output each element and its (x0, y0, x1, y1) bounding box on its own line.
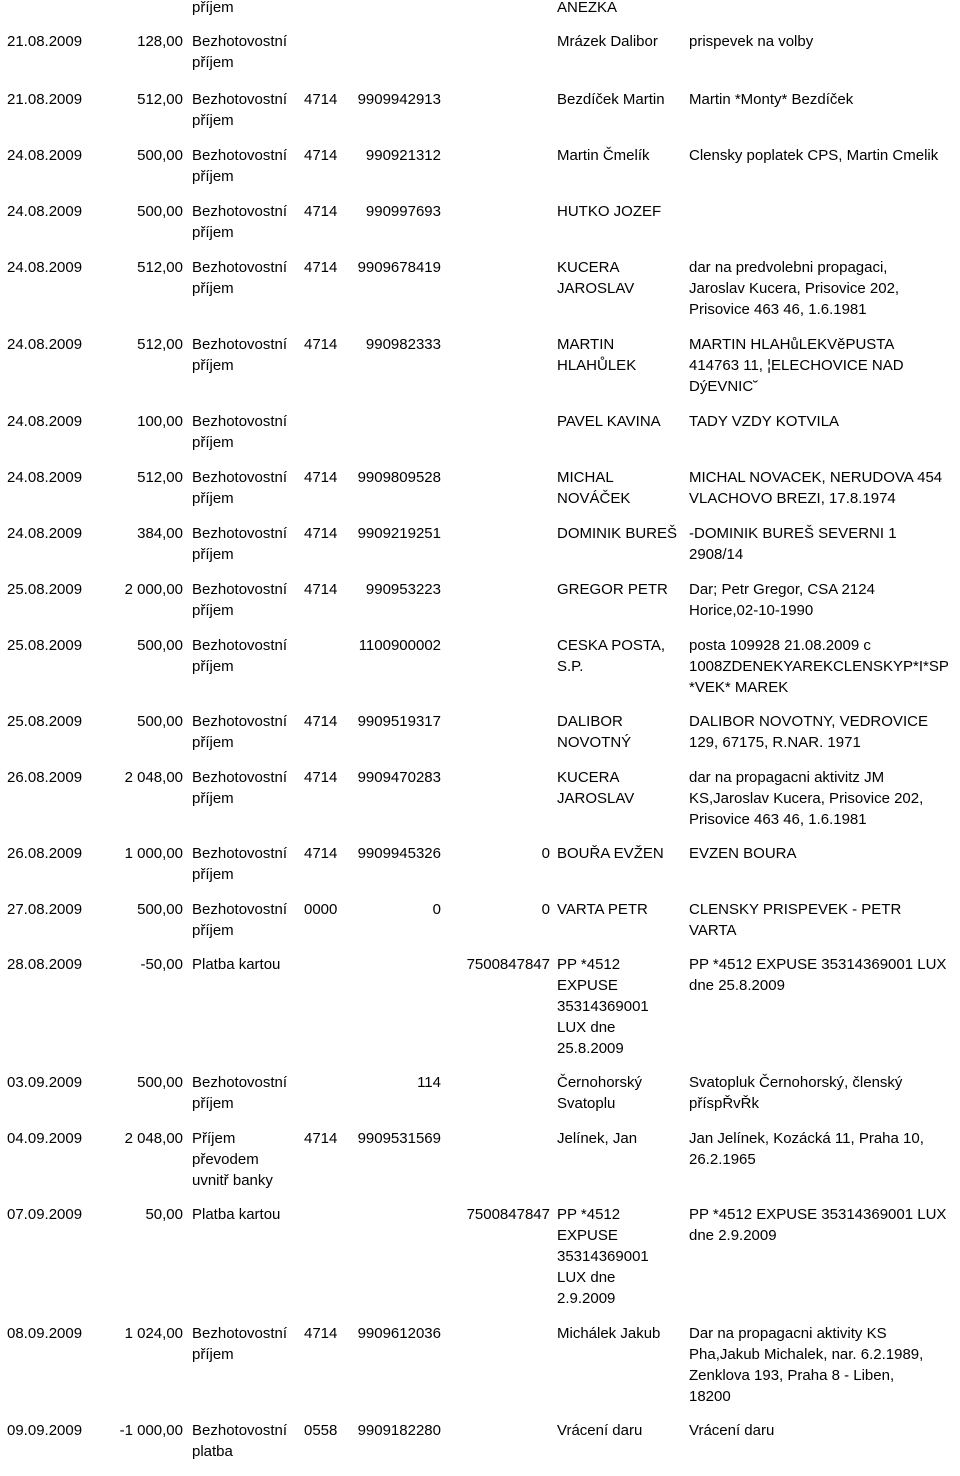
cell-message: -DOMINIK BUREŠ SEVERNI 1 2908/14 (689, 525, 897, 563)
cell-counterparty: ANEZKA (557, 0, 618, 16)
cell-message: DALIBOR NOVOTNY, VEDROVICE 129, 67175, R.NAR. 1971 (689, 713, 928, 751)
table-row (0, 579, 960, 635)
cell-amount: 500,00 (137, 901, 183, 918)
cell-counterparty: Mrázek Dalibor (557, 33, 658, 50)
cell-counterparty: MARTIN HLAHŮLEK (557, 336, 637, 374)
cell-payment-type: příjem (192, 0, 234, 16)
cell-counterparty: KUCERA JAROSLAV (557, 259, 635, 297)
table-row (0, 201, 960, 257)
cell-amount: 512,00 (137, 91, 183, 108)
cell-date: 25.08.2009 (7, 713, 83, 730)
cell-date: 24.08.2009 (7, 147, 83, 164)
cell-message: Vrácení daru (689, 1422, 775, 1439)
cell-payment-type: Bezhotovostní příjem (192, 469, 288, 507)
cell-date: 24.08.2009 (7, 413, 83, 430)
cell-payment-type: Bezhotovostní příjem (192, 1074, 288, 1112)
cell-counterparty: Černohorský Svatoplu (557, 1074, 643, 1112)
cell-message: EVZEN BOURA (689, 845, 797, 862)
table-row (0, 411, 960, 467)
cell-payment-type: Bezhotovostní příjem (192, 581, 288, 619)
cell-account: 9909942913 (357, 91, 441, 108)
table-row (0, 635, 960, 711)
cell-constant-symbol: 4714 (304, 1130, 338, 1147)
cell-date: 03.09.2009 (7, 1074, 83, 1091)
cell-counterparty: PP *4512 EXPUSE 35314369001 LUX dne 2.9.2009 (557, 1206, 649, 1307)
cell-account: 9909678419 (357, 259, 441, 276)
cell-counterparty: DALIBOR NOVOTNÝ (557, 713, 632, 751)
cell-payment-type: Bezhotovostní příjem (192, 901, 288, 939)
cell-account: 9909182280 (357, 1422, 441, 1439)
cell-message: MICHAL NOVACEK, NERUDOVA 454 VLACHOVO BREZI, 17.8.1974 (689, 469, 943, 507)
cell-payment-type: Bezhotovostní příjem (192, 203, 288, 241)
cell-account: 990921312 (365, 147, 441, 164)
cell-payment-type: Bezhotovostní příjem (192, 336, 288, 374)
table-row (0, 711, 960, 767)
cell-payment-type: Bezhotovostní příjem (192, 1325, 288, 1363)
cell-message: PP *4512 EXPUSE 35314369001 LUX dne 2.9.2009 (689, 1206, 947, 1244)
cell-date: 25.08.2009 (7, 581, 83, 598)
cell-date: 24.08.2009 (7, 336, 83, 353)
cell-message: dar na propagacni aktivitz JM KS,Jaroslav Kucera, Prisovice 202, Prisovice 463 46, 1.6.1981 (689, 769, 924, 828)
cell-amount: 500,00 (137, 637, 183, 654)
cell-counterparty: HUTKO JOZEF (557, 203, 662, 220)
cell-date: 08.09.2009 (7, 1325, 83, 1342)
cell-counterparty: Michálek Jakub (557, 1325, 661, 1342)
cell-account: 990953223 (365, 581, 441, 598)
table-row (0, 899, 960, 954)
cell-counterparty: Vrácení daru (557, 1422, 643, 1439)
cell-amount: -50,00 (140, 956, 183, 973)
cell-counterparty: CESKA POSTA, S.P. (557, 637, 666, 675)
table-row (0, 1420, 960, 1476)
cell-amount: 100,00 (137, 413, 183, 430)
table-row (0, 843, 960, 899)
table-row (0, 145, 960, 201)
cell-amount: 500,00 (137, 203, 183, 220)
table-row (0, 31, 960, 89)
cell-bank-code: 0 (541, 901, 550, 918)
cell-account: 9909519317 (357, 713, 441, 730)
cell-message: MARTIN HLAHůLEKVěPUSTA 414763 11, ¦ELECHOVICE NAD DýEVNIC˘ (689, 336, 904, 395)
cell-message: prispevek na volby (689, 33, 814, 50)
cell-amount: 1 024,00 (124, 1325, 183, 1342)
cell-date: 27.08.2009 (7, 901, 83, 918)
cell-amount: 512,00 (137, 469, 183, 486)
cell-counterparty: BOUŘA EVŽEN (557, 845, 664, 862)
cell-bank-code: 7500847847 (466, 1206, 550, 1223)
cell-amount: 128,00 (137, 33, 183, 50)
cell-constant-symbol: 4714 (304, 845, 338, 862)
cell-account: 1100900002 (358, 637, 441, 654)
cell-amount: -1 000,00 (119, 1422, 183, 1439)
table-row (0, 523, 960, 579)
cell-account: 9909470283 (357, 769, 441, 786)
cell-payment-type: Platba kartou (192, 1206, 281, 1223)
cell-counterparty: PAVEL KAVINA (557, 413, 661, 430)
table-row (0, 89, 960, 145)
cell-constant-symbol: 4714 (304, 259, 338, 276)
cell-payment-type: Bezhotovostní příjem (192, 713, 288, 751)
cell-constant-symbol: 4714 (304, 91, 338, 108)
table-row (0, 257, 960, 334)
table-row (0, 1128, 960, 1204)
cell-payment-type: Bezhotovostní příjem (192, 769, 288, 807)
cell-amount: 50,00 (145, 1206, 183, 1223)
cell-amount: 512,00 (137, 336, 183, 353)
cell-payment-type: Bezhotovostní příjem (192, 33, 288, 71)
cell-account: 9909612036 (357, 1325, 441, 1342)
cell-message: PP *4512 EXPUSE 35314369001 LUX dne 25.8.2009 (689, 956, 947, 994)
cell-payment-type: Bezhotovostní platba (192, 1422, 288, 1460)
cell-payment-type: Bezhotovostní příjem (192, 413, 288, 451)
cell-date: 26.08.2009 (7, 845, 83, 862)
cell-message: Clensky poplatek CPS, Martin Cmelik (689, 147, 939, 164)
cell-date: 04.09.2009 (7, 1130, 83, 1147)
cell-payment-type: Bezhotovostní příjem (192, 525, 288, 563)
cell-date: 21.08.2009 (7, 33, 83, 50)
cell-message: CLENSKY PRISPEVEK - PETR VARTA (689, 901, 902, 939)
table-row (0, 954, 960, 1072)
cell-date: 24.08.2009 (7, 469, 83, 486)
cell-counterparty: Jelínek, Jan (557, 1130, 638, 1147)
cell-message: TADY VZDY KOTVILA (689, 413, 840, 430)
table-row (0, 1323, 960, 1420)
cell-amount: 512,00 (137, 259, 183, 276)
cell-bank-code: 7500847847 (466, 956, 550, 973)
table-row (0, 467, 960, 523)
cell-payment-type: Bezhotovostní příjem (192, 637, 288, 675)
cell-date: 26.08.2009 (7, 769, 83, 786)
cell-date: 25.08.2009 (7, 637, 83, 654)
cell-counterparty: KUCERA JAROSLAV (557, 769, 635, 807)
cell-payment-type: Platba kartou (192, 956, 281, 973)
cell-payment-type: Bezhotovostní příjem (192, 845, 288, 883)
cell-date: 28.08.2009 (7, 956, 83, 973)
table-row (0, 767, 960, 843)
cell-account: 114 (417, 1074, 441, 1091)
cell-constant-symbol: 4714 (304, 769, 338, 786)
cell-constant-symbol: 0558 (304, 1422, 338, 1439)
cell-date: 09.09.2009 (7, 1422, 83, 1439)
cell-account: 9909809528 (357, 469, 441, 486)
cell-constant-symbol: 0000 (304, 901, 338, 918)
cell-constant-symbol: 4714 (304, 525, 338, 542)
cell-message: Svatopluk Černohorský, členský příspŘvŘk (689, 1074, 903, 1112)
cell-message: dar na predvolebni propagaci, Jaroslav Kucera, Prisovice 202, Prisovice 463 46, 1.6.1981 (689, 259, 900, 318)
cell-account: 990997693 (365, 203, 441, 220)
cell-amount: 2 048,00 (124, 769, 183, 786)
cell-payment-type: Bezhotovostní příjem (192, 147, 288, 185)
table-row (0, 1072, 960, 1128)
cell-amount: 1 000,00 (124, 845, 183, 862)
cell-amount: 500,00 (137, 1074, 183, 1091)
cell-counterparty: PP *4512 EXPUSE 35314369001 LUX dne 25.8.2009 (557, 956, 649, 1057)
table-row (0, 334, 960, 411)
cell-account: 9909531569 (357, 1130, 441, 1147)
cell-amount: 500,00 (137, 713, 183, 730)
cell-payment-type: Bezhotovostní příjem (192, 259, 288, 297)
cell-amount: 384,00 (137, 525, 183, 542)
cell-message: Dar na propagacni aktivity KS Pha,Jakub Michalek, nar. 6.2.1989, Zenklova 193, Praha 8 - Liben, 18200 (689, 1325, 924, 1405)
cell-date: 24.08.2009 (7, 203, 83, 220)
cell-message: Jan Jelínek, Kozácká 11, Praha 10, 26.2.1965 (689, 1130, 924, 1168)
cell-amount: 2 048,00 (124, 1130, 183, 1147)
table-row (0, 0, 960, 31)
cell-account: 990982333 (365, 336, 441, 353)
cell-counterparty: DOMINIK BUREŠ (557, 525, 678, 542)
cell-constant-symbol: 4714 (304, 713, 338, 730)
cell-message: Martin *Monty* Bezdíček (689, 91, 854, 108)
cell-counterparty: VARTA PETR (557, 901, 648, 918)
cell-constant-symbol: 4714 (304, 203, 338, 220)
cell-account: 9909945326 (357, 845, 441, 862)
cell-counterparty: Martin Čmelík (557, 147, 650, 164)
table-row (0, 1204, 960, 1323)
cell-amount: 2 000,00 (124, 581, 183, 598)
cell-constant-symbol: 4714 (304, 336, 338, 353)
cell-date: 07.09.2009 (7, 1206, 83, 1223)
cell-account: 0 (432, 901, 441, 918)
cell-constant-symbol: 4714 (304, 1325, 338, 1342)
cell-bank-code: 0 (541, 845, 550, 862)
cell-amount: 500,00 (137, 147, 183, 164)
cell-payment-type: Příjem převodem uvnitř banky (192, 1130, 273, 1189)
cell-counterparty: GREGOR PETR (557, 581, 668, 598)
cell-constant-symbol: 4714 (304, 581, 338, 598)
cell-counterparty: MICHAL NOVÁČEK (557, 469, 631, 507)
cell-message: Dar; Petr Gregor, CSA 2124 Horice,02-10-1990 (689, 581, 875, 619)
cell-account: 9909219251 (357, 525, 441, 542)
cell-message: posta 109928 21.08.2009 c 1008ZDENEKYAREKCLENSKYP*I*SP *VEK* MAREK (689, 637, 949, 696)
cell-payment-type: Bezhotovostní příjem (192, 91, 288, 129)
cell-constant-symbol: 4714 (304, 469, 338, 486)
cell-date: 21.08.2009 (7, 91, 83, 108)
cell-date: 24.08.2009 (7, 259, 83, 276)
cell-counterparty: Bezdíček Martin (557, 91, 665, 108)
cell-date: 24.08.2009 (7, 525, 83, 542)
cell-constant-symbol: 4714 (304, 147, 338, 164)
